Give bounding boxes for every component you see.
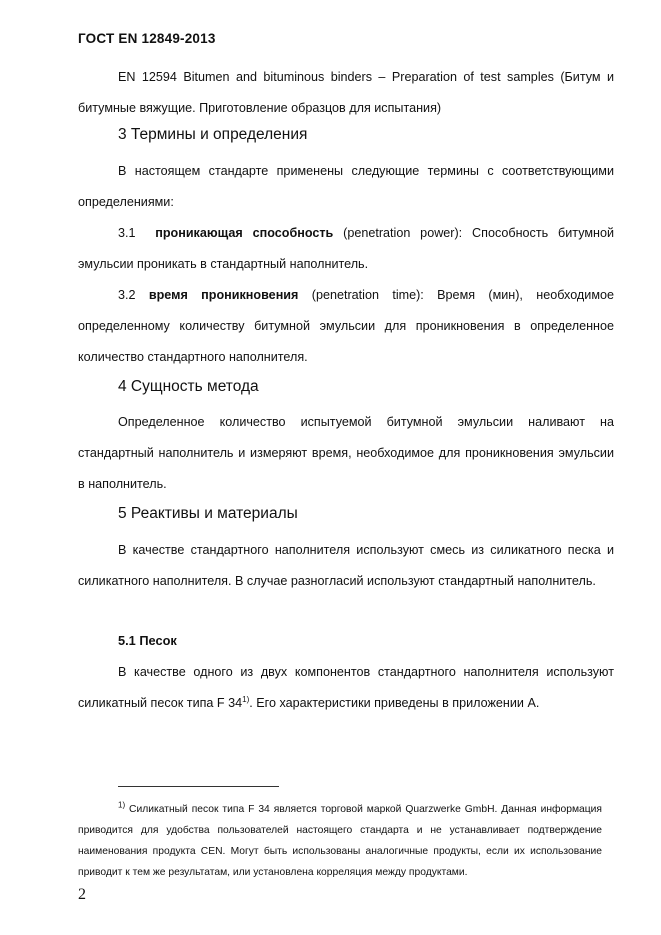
section-5-1-text-a: В качестве одного из двух компонентов стандартного наполнителя используют силикатный песок типа F 34 — [78, 665, 614, 710]
term-3-1-number: 3.1 — [118, 226, 136, 240]
term-3-2-definition: (penetration time): Время (мин), необходимое определенному количеству битумной эмульсии для проникновения в определенное количество стандартного наполнителя. — [78, 288, 614, 364]
section-5-text: В качестве стандартного наполнителя используют смесь из силикатного песка и силикатного наполнителя. В случае разногласий используют стандартный наполнитель. — [78, 543, 614, 588]
term-3-2-name: время проникновения — [148, 288, 299, 302]
document-header: ГОСТ EN 12849-2013 — [78, 31, 216, 46]
term-3-2-number: 3.2 — [118, 288, 136, 302]
footnote-mark: 1) — [118, 800, 126, 810]
section-4-paragraph — [78, 407, 614, 500]
footnote-text: Силикатный песок типа F 34 является торговой маркой Quarzwerke GmbH. Данная информация приводится для удобства пользователей настоящего стандарта и не устанавливает подтверждение наименования продукта CEN. Могут быть использованы аналогичные продукты, если их использование приводит к тем же результатам, или установлена корреляция между продуктами. — [78, 804, 602, 878]
term-3-2 — [78, 280, 614, 373]
section-3-intro — [78, 156, 614, 218]
reference-paragraph — [78, 62, 614, 124]
term-3-1 — [78, 218, 614, 280]
term-3-1-definition: (penetration power): Способность битумной эмульсии проникать в стандартный наполнитель. — [78, 226, 615, 271]
section-5-1-text-b: . Его характеристики приведены в приложении А. — [249, 696, 540, 710]
footnote — [78, 799, 602, 883]
section-3-intro-text: В настоящем стандарте применены следующие термины с соответствующими определениями: — [78, 164, 614, 209]
section-5-heading: 5 Реактивы и материалы — [118, 505, 298, 522]
term-3-1-name: проникающая способность — [155, 226, 334, 240]
section-5-1-paragraph — [78, 657, 614, 719]
section-4-text: Определенное количество испытуемой битумной эмульсии наливают на стандартный наполнитель и измеряют время, необходимое для проникновения эмульсии в наполнитель. — [78, 415, 614, 491]
section-5-1-heading: 5.1 Песок — [118, 633, 177, 648]
page-number: 2 — [78, 886, 86, 903]
section-4-heading: 4 Сущность метода — [118, 378, 259, 395]
footnote-reference[interactable]: 1) — [242, 694, 250, 704]
section-3-heading: 3 Термины и определения — [118, 126, 308, 143]
footnote-separator — [118, 786, 279, 787]
reference-text: EN 12594 Bitumen and bituminous binders – Preparation of test samples (Битум и битумные вяжущие. Приготовление образцов для испытания) — [78, 70, 614, 115]
section-5-paragraph — [78, 535, 614, 597]
